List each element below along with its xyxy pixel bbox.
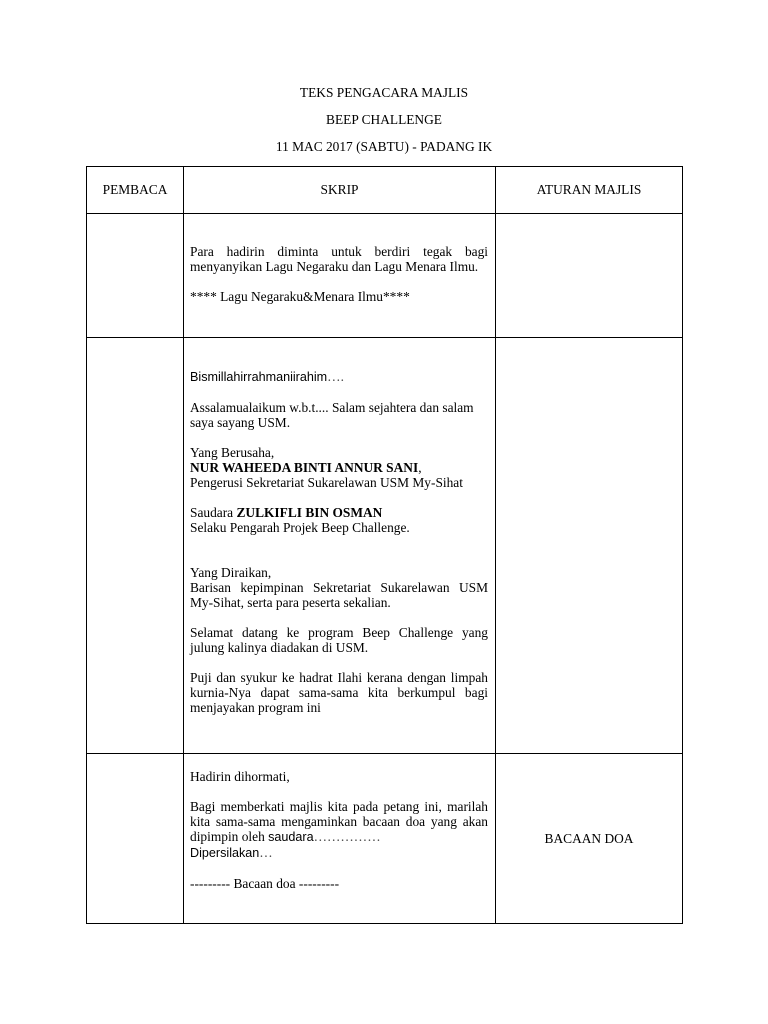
invite-dots: …………… <box>313 829 381 844</box>
opening-text: Bismillahirrahmaniirahim <box>190 370 328 384</box>
pembaca-cell <box>87 754 184 924</box>
opening-dots: …. <box>327 369 344 384</box>
invite-main: Bagi memberkati majlis kita pada petang ini, marilah kita sama-sama mengaminkan bacaan doa yang akan dipimpin oleh <box>190 799 488 844</box>
table-row <box>87 338 683 754</box>
table-header-row <box>87 167 683 214</box>
anthem-instruction: Para hadirin diminta untuk berdiri tegak bagi menyanyikan Lagu Negaraku dan Lagu Menara Ilmu. <box>190 244 488 274</box>
diraikan-block <box>190 565 488 610</box>
gratitude-text: Puji dan syukur ke hadrat Ilahi kerana dengan limpah kurnia-Nya dapat sama-sama kita berkumpul bagi menjayakan program ini <box>190 670 488 715</box>
header-pembaca: PEMBACA <box>87 167 184 214</box>
title-line-3: 11 MAC 2017 (SABTU) - PADANG IK <box>275 139 493 154</box>
table-row <box>87 754 683 924</box>
skrip-cell <box>184 214 496 338</box>
berusaha-block <box>190 445 488 490</box>
skrip-cell <box>184 754 496 924</box>
script-table <box>86 166 683 924</box>
saudara-block <box>190 505 488 535</box>
address-text: Hadirin dihormati, <box>190 769 290 784</box>
saudara-name: ZULKIFLI BIN OSMAN <box>236 505 383 520</box>
table-row <box>87 214 683 338</box>
welcome-text: Selamat datang ke program Beep Challenge yang julung kalinya diadakan di USM. <box>190 625 488 655</box>
berusaha-comma: , <box>418 460 422 475</box>
berusaha-name: NUR WAHEEDA BINTI ANNUR SANI <box>190 460 419 475</box>
dipersilakan-text: Dipersilakan <box>190 846 260 860</box>
greeting: Assalamualaikum w.b.t.... Salam sejahtera dan salam saya sayang USM. <box>190 400 474 430</box>
aturan-cell <box>496 214 683 338</box>
opening-line <box>190 369 488 385</box>
pembaca-cell <box>87 214 184 338</box>
title-line-1: TEKS PENGACARA MAJLIS <box>299 85 469 100</box>
aturan-cell-bacaan-doa: BACAAN DOA <box>496 754 683 924</box>
saudara-prefix: Saudara <box>190 505 237 520</box>
pembaca-cell <box>87 338 184 754</box>
diraikan-label: Yang Diraikan, <box>190 565 272 580</box>
diraikan-text: Barisan kepimpinan Sekretariat Sukarelawan USM My-Sihat, serta para peserta sekalian. <box>190 580 488 610</box>
dipersilakan-dots: … <box>259 845 273 860</box>
invite-saudara: saudara <box>268 830 314 844</box>
anthem-cue: **** Lagu Negaraku&Menara Ilmu**** <box>190 289 410 304</box>
title-line-2: BEEP CHALLENGE <box>326 112 442 127</box>
berusaha-label: Yang Berusaha, <box>190 445 275 460</box>
berusaha-title: Pengerusi Sekretariat Sukarelawan USM My-Sihat <box>190 475 463 490</box>
saudara-title: Selaku Pengarah Projek Beep Challenge. <box>190 520 410 535</box>
header-aturan-majlis: ATURAN MAJLIS <box>496 167 683 214</box>
skrip-cell <box>184 338 496 754</box>
document-title-block <box>0 84 768 165</box>
invite-text <box>190 799 488 861</box>
header-skrip: SKRIP <box>184 167 496 214</box>
aturan-cell <box>496 338 683 754</box>
bacaan-doa-cue: --------- Bacaan doa --------- <box>190 876 340 891</box>
